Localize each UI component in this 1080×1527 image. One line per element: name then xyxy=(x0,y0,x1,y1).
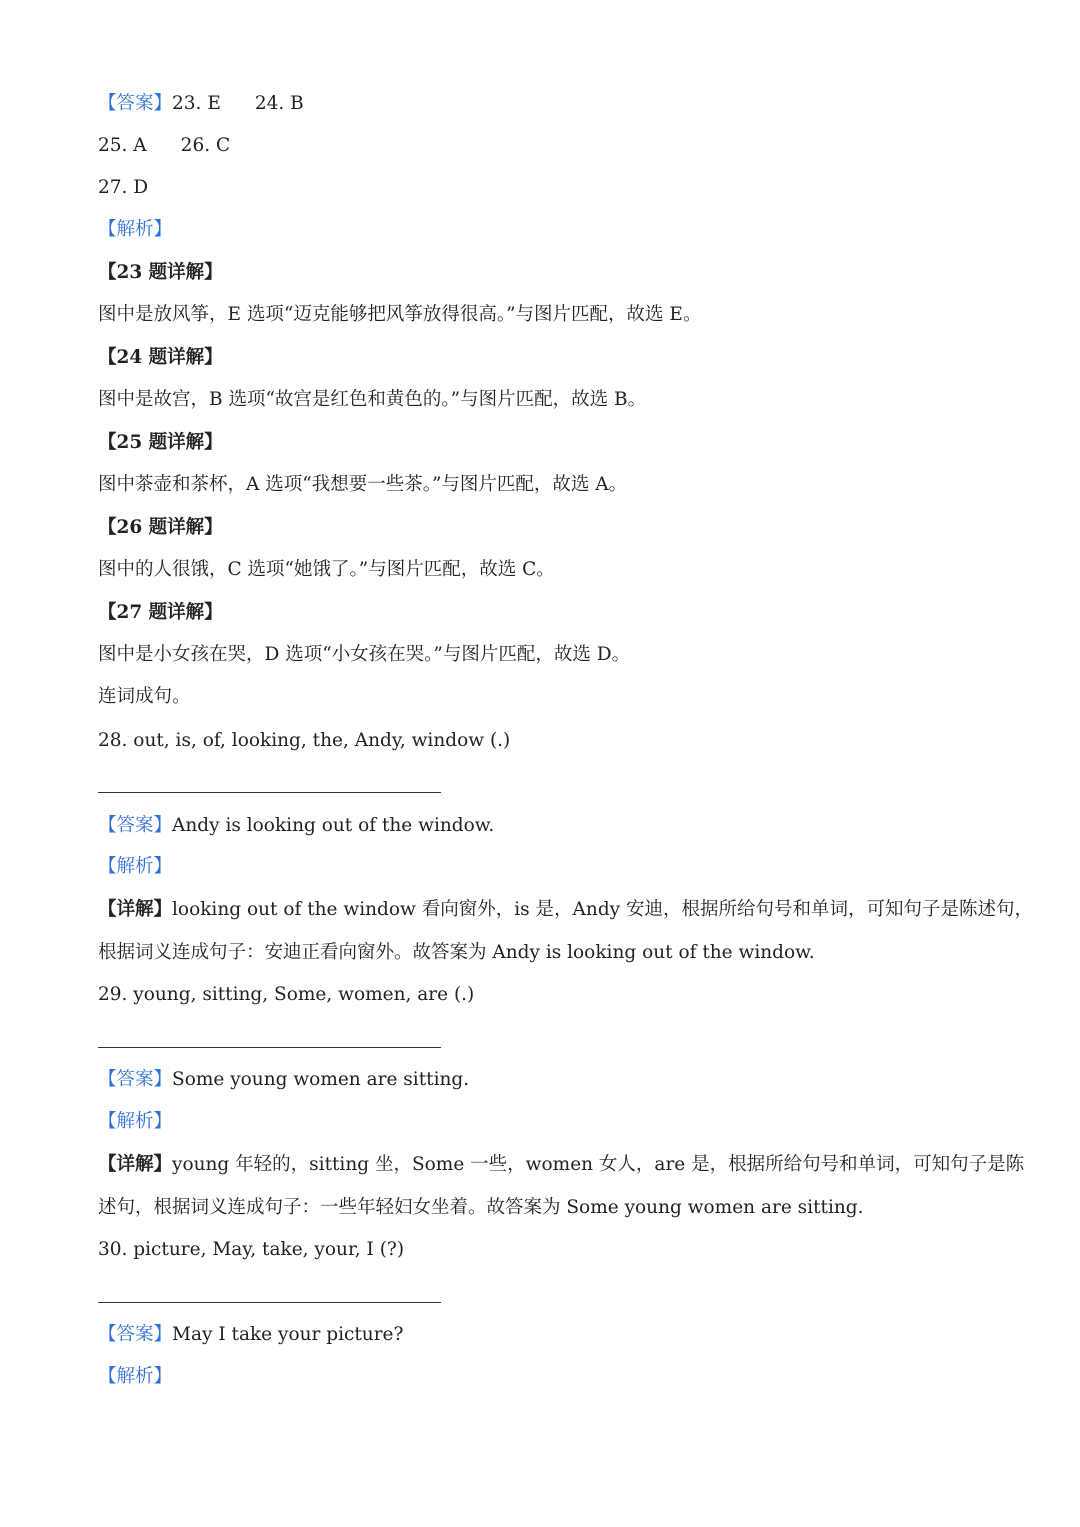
question-29-analysis-line xyxy=(98,1110,172,1134)
answer-line-27 xyxy=(98,176,148,200)
answer-line-25-26 xyxy=(98,134,230,158)
detail-text-26: 图中的人很饿，C 选项“她饿了。”与图片匹配，故选 C。 xyxy=(98,559,555,580)
answer-23: 23. E xyxy=(172,93,221,114)
question-29-answer-line xyxy=(98,1068,469,1092)
detail-text-27: 图中是小女孩在哭，D 选项“小女孩在哭。”与图片匹配，故选 D。 xyxy=(98,644,631,665)
question-30-analysis-line xyxy=(98,1365,172,1389)
question-29-answer-blank xyxy=(98,1047,441,1048)
question-28-prompt: 28. out, is, of, looking, the, Andy, window (.) xyxy=(98,730,511,751)
analysis-tag: 【解析】 xyxy=(98,1111,173,1132)
question-29-answer: Some young women are sitting. xyxy=(172,1069,470,1090)
answer-line-23-24 xyxy=(98,92,304,116)
detail-title-26: 【26 题详解】 xyxy=(98,517,223,538)
question-28-answer-blank xyxy=(98,792,441,793)
question-29-detail-line2: 述句，根据词义连成句子：一些年轻妇女坐着。故答案为 Some young women are sitting. xyxy=(98,1197,864,1218)
question-28-answer-line xyxy=(98,814,494,838)
answer-24: 24. B xyxy=(254,93,304,114)
detail-tag: 【详解】 xyxy=(98,899,173,920)
detail-title-27: 【27 题详解】 xyxy=(98,602,223,623)
answer-tag: 【答案】 xyxy=(98,1069,173,1090)
question-28-answer: Andy is looking out of the window. xyxy=(172,815,495,836)
question-30-answer-line xyxy=(98,1323,403,1347)
answer-tag: 【答案】 xyxy=(98,93,173,114)
question-28-analysis-line xyxy=(98,855,172,879)
analysis-tag: 【解析】 xyxy=(98,1366,173,1387)
answer-tag: 【答案】 xyxy=(98,815,173,836)
question-29-prompt: 29. young, sitting, Some, women, are (.) xyxy=(98,984,475,1005)
analysis-tag: 【解析】 xyxy=(98,856,173,877)
detail-title-23: 【23 题详解】 xyxy=(98,262,223,283)
detail-text-25: 图中茶壶和茶杯，A 选项“我想要一些茶。”与图片匹配，故选 A。 xyxy=(98,474,628,495)
question-28-detail-line1 xyxy=(98,898,1033,922)
section-title: 连词成句。 xyxy=(98,686,191,707)
question-29-detail-line1 xyxy=(98,1153,1024,1177)
question-30-prompt: 30. picture, May, take, your, I (?) xyxy=(98,1239,405,1260)
question-30-answer-blank xyxy=(98,1302,441,1303)
detail-tag: 【详解】 xyxy=(98,1154,173,1175)
answer-25: 25. A xyxy=(98,135,147,156)
detail-text-23: 图中是放风筝，E 选项“迈克能够把风筝放得很高。”与图片匹配，故选 E。 xyxy=(98,304,702,325)
question-29-detail-text1: young 年轻的，sitting 坐，Some 一些，women 女人，are 是，根据所给句号和单词，可知句子是陈 xyxy=(172,1154,1025,1175)
detail-title-25: 【25 题详解】 xyxy=(98,432,223,453)
detail-text-24: 图中是故宫，B 选项“故宫是红色和黄色的。”与图片匹配，故选 B。 xyxy=(98,389,647,410)
answer-tag: 【答案】 xyxy=(98,1324,173,1345)
analysis-tag: 【解析】 xyxy=(98,219,173,240)
analysis-tag-line xyxy=(98,218,172,242)
question-30-answer: May I take your picture? xyxy=(172,1324,404,1345)
answer-26: 26. C xyxy=(180,135,231,156)
answer-27: 27. D xyxy=(98,177,149,198)
question-28-detail-line2: 根据词义连成句子：安迪正看向窗外。故答案为 Andy is looking out of the window. xyxy=(98,942,815,963)
question-28-detail-text1: looking out of the window 看向窗外，is 是，Andy 安迪，根据所给句号和单词，可知句子是陈述句， xyxy=(172,899,1033,920)
detail-title-24: 【24 题详解】 xyxy=(98,347,223,368)
